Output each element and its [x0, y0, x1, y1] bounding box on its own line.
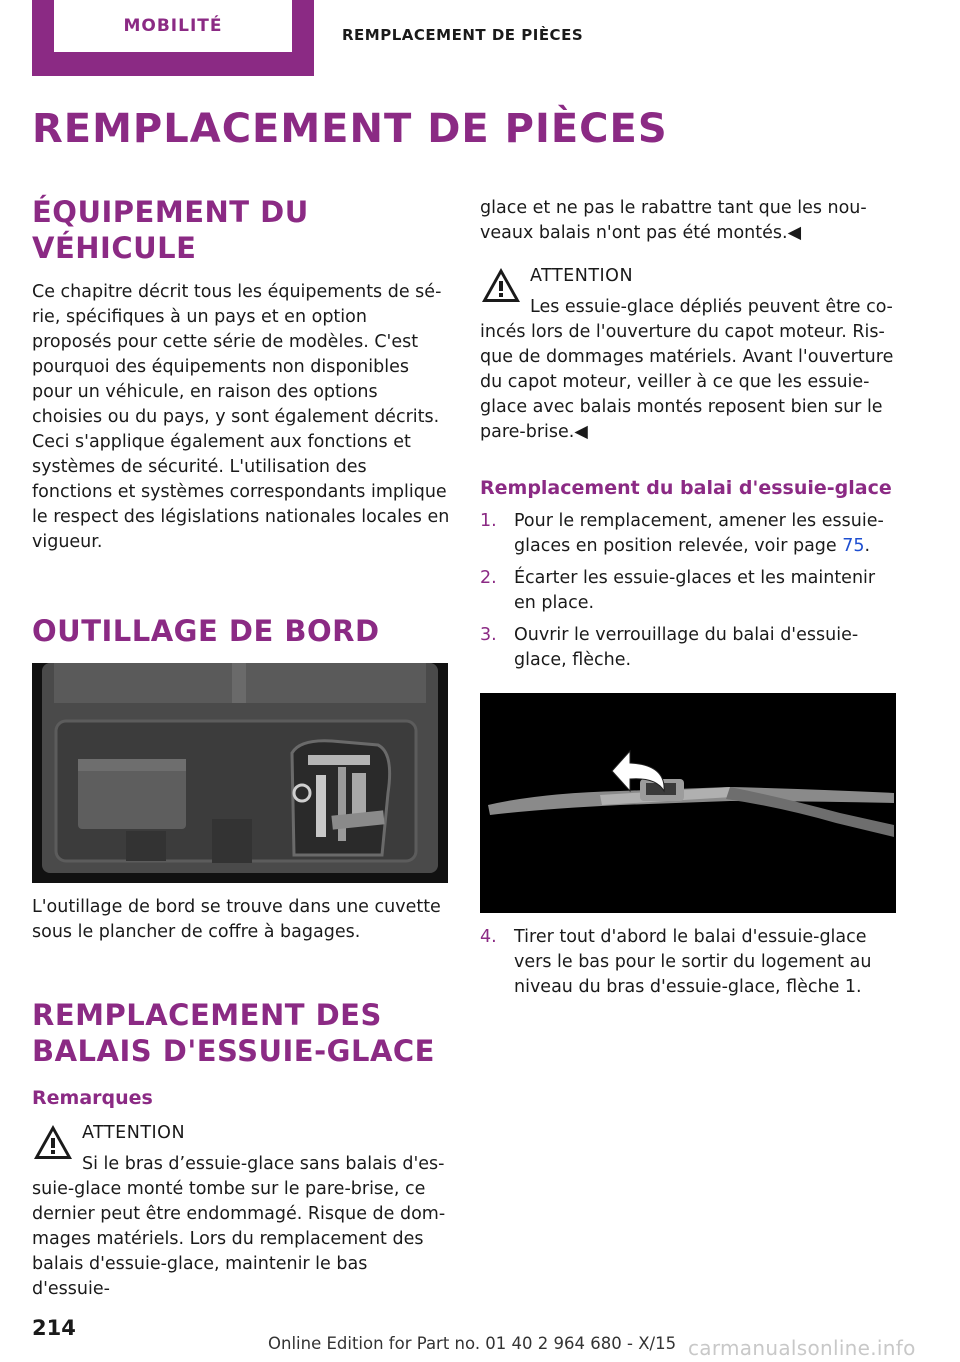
warning-box-2	[480, 264, 898, 445]
replace-steps-list	[480, 509, 898, 673]
list-item	[480, 925, 898, 1000]
step-number: 1.	[480, 511, 497, 531]
page-link[interactable]: 75	[842, 536, 865, 556]
toolkit-text: L'outillage de bord se trouve dans une cuvette sous le plancher de coffre à bagages.	[32, 897, 441, 942]
warning-text-1-continued: glace et ne pas le rabattre tant que les nouveaux balais n'ont pas été montés.◀	[480, 198, 867, 243]
page-number: 214	[32, 1316, 76, 1340]
equipment-text: Ce chapitre décrit tous les équipements de série, spécifiques à un pays et en option proposés pour cette série de modèles. C'est pourquoi des équipements non disponibles pour un véhicule, en raison des options choisies ou du pays, y sont également décrits. Ceci s'applique également aux fonctions et systèmes de sécurité. L'utilisation des fonctions et systèmes correspondants implique le respect des législations nationales locales en vigueur.	[32, 282, 450, 552]
replace-steps-list-continued	[480, 925, 898, 1000]
step-text: Pour le remplacement, amener les essuie-glaces en position relevée, voir page	[514, 511, 884, 556]
section-header: REMPLACEMENT DE PIÈCES	[342, 26, 584, 44]
left-column	[32, 194, 450, 1302]
step-number: 4.	[480, 927, 497, 947]
step-text: Écarter les essuie-glaces et les maintenir en place.	[514, 568, 876, 613]
remarks-heading: Remarques	[32, 1087, 153, 1109]
chapter-tab	[32, 0, 314, 76]
list-item	[480, 566, 898, 616]
warning-text-1: Si le bras d’essuie-glace sans balais d'essuie-glace monté tombe sur le pare-brise, ce dernier peut être endommagé. Risque de dommages matériels. Lors du remplacement des balais d'essuie-glace, maintenir le bas d'essuie-	[32, 1154, 446, 1299]
warning-box-1	[32, 1121, 450, 1302]
warning-label-1: ATTENTION	[82, 1123, 186, 1143]
warning-triangle-icon	[480, 266, 522, 304]
chapter-tab-label: MOBILITÉ	[54, 0, 292, 52]
replace-heading: Remplacement du balai d'essuie-glace	[480, 477, 892, 499]
right-column	[480, 196, 898, 1007]
page-title: REMPLACEMENT DE PIÈCES	[32, 106, 668, 152]
step-text: Tirer tout d'abord le balai d'essuie-glace vers le bas pour le sortir du logement au niveau du bras d'essuie-glace, flèche 1.	[514, 927, 872, 997]
toolkit-heading: OUTILLAGE DE BORD	[32, 614, 380, 648]
equipment-heading: ÉQUIPEMENT DU VÉHICULE	[32, 195, 309, 265]
step-number: 2.	[480, 568, 497, 588]
warning-triangle-icon	[32, 1123, 74, 1161]
list-item	[480, 623, 898, 673]
step-number: 3.	[480, 625, 497, 645]
step-text: Ouvrir le verrouillage du balai d'essuie-glace, flèche.	[514, 625, 859, 670]
wipers-heading: REMPLACEMENT DES BALAIS D'ESSUIE-GLACE	[32, 998, 435, 1068]
toolkit-illustration	[32, 663, 448, 883]
list-item	[480, 509, 898, 559]
step-suffix: .	[864, 536, 871, 556]
wiper-illustration	[480, 693, 896, 913]
toolkit-photo	[32, 663, 448, 883]
edition-note: Online Edition for Part no. 01 40 2 964 680 - X/15	[268, 1334, 677, 1353]
wiper-photo	[480, 693, 896, 913]
watermark: carmanualsonline.info	[688, 1336, 916, 1360]
warning-text-2: Les essuie-glace dépliés peuvent être coincés lors de l'ouverture du capot moteur. Risque de dommages matériels. Avant l'ouverture du capot moteur, veiller à ce que les essuie-glace avec balais montés reposent bien sur le pare-brise.◀	[480, 297, 894, 442]
warning-label-2: ATTENTION	[530, 266, 634, 286]
